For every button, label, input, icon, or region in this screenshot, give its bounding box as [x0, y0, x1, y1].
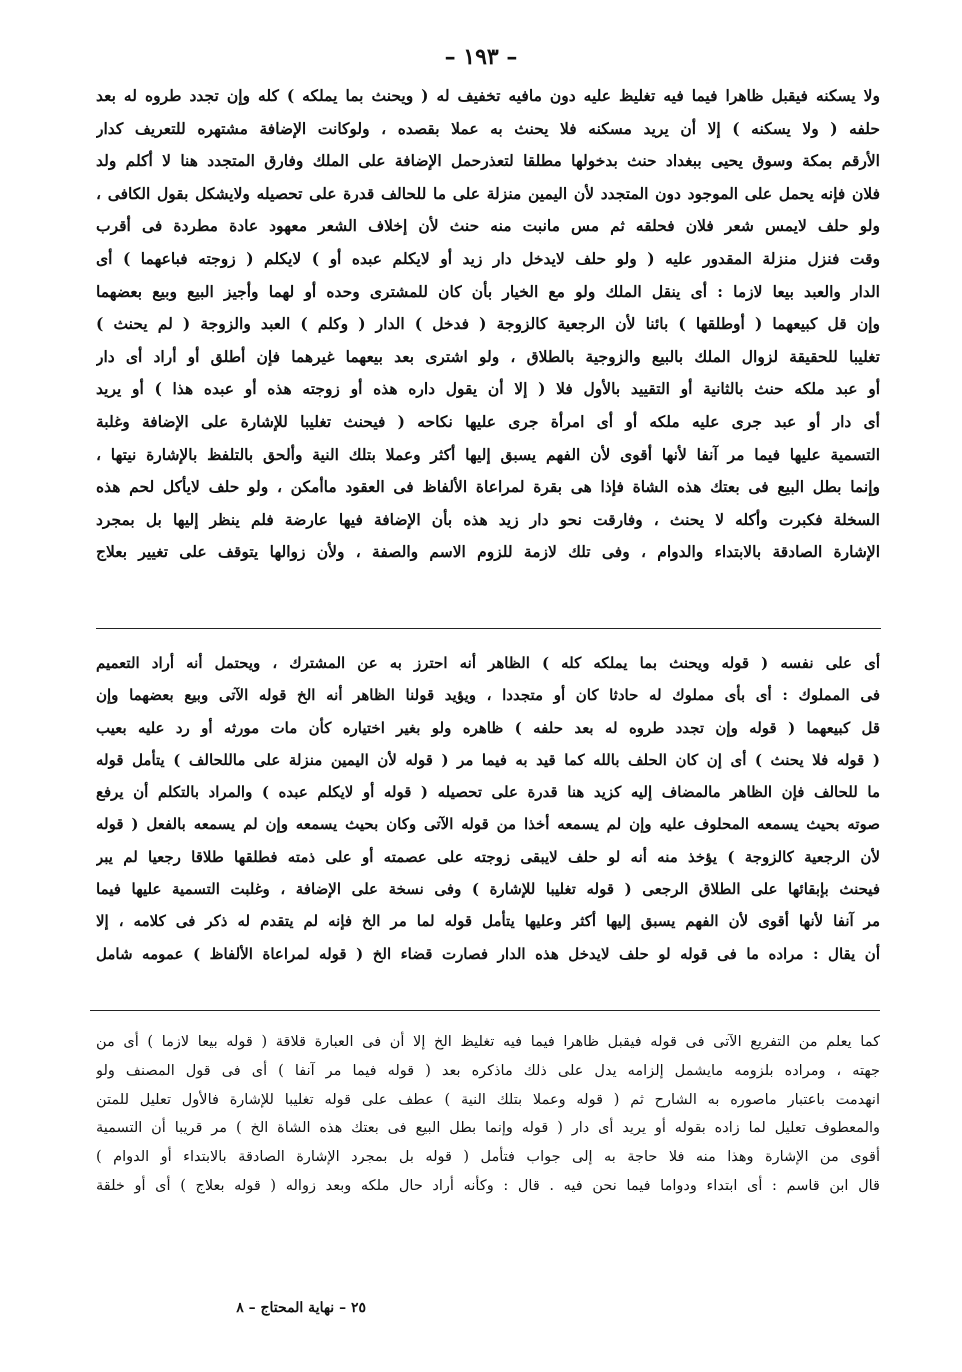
commentary-line: والمعطوف تعليل لما زاده بقوله أو يريد أى دار ( قوله وإنما بطل البيع فى بعتك هذه الشاة الخ ) مر قريبا أن التسمية — [96, 1120, 880, 1137]
commentary-line: فى المملوك : أى بأى مملوك له حادثا كان أو متجددا ، ويؤيد قولنا الظاهر أنه الخ قوله الآتى وبيع بعضهما وإن — [96, 686, 880, 705]
commentary-line: جهته ، ومراده بلزومه مايشمل إلزامه يدل على ذلك ماذكره بعد ( قوله فيما مر آنفا ) أى فى قول المصنف ولو — [96, 1062, 880, 1079]
commentary-line: لأن الرجعية كالزوجة ) يؤخذ منه أنه لو حلف لايبقى زوجته على عصمته أو على ذمته فطلقها طلاقا رجعيا لم يبر — [96, 847, 880, 866]
section-divider — [96, 628, 881, 629]
text-line: تغليبا للحقيقة لزوال الملك بالبيع والزوجية بالطلاق ، ولو اشترى بعد بيعهما غيرهما فإن أطلق أو أراد أى دار — [96, 346, 880, 366]
commentary-line: ما للحالف فإن الظاهر مالمضاف إليه كزيد هنا قدرة على تحصيله ( قوله أو لايكلم عبده ) والمراد بالتكلم أن يرفع — [96, 783, 880, 802]
text-line: الأرقم بمكة وسوق يحيى ببغداد حنث بدخولها مطلقا لتعذرحمل الإضافة على الملك وفارق المتجدد هنا لا أكلم ولد — [96, 151, 880, 171]
commentary-second — [96, 1028, 880, 1201]
commentary-first — [96, 647, 880, 970]
commentary-line: صوته بحيث يسمعه المحلوف عليه وإن لم يسمعه أخذا من قوله الآتى وكان بحيث يسمعه وإن لم يسمعه بالفعل ( قوله — [96, 815, 880, 834]
text-line: أى دار أو عبد جرى عليه ملكه أو أى امرأة جرى عليها نكاحه ( فيحنث تغليبا للإشارة على الإضافة وغلبة — [96, 411, 880, 431]
text-line: وقت فنزل منزلة المقدور عليه ( ولو حلف لايدخل دار زيد أو لايكلم عبده أو ) لايكلم ( زوجته فباعهما ) أى — [96, 248, 880, 268]
commentary-line: ( قوله فلا يحنث ) أى إن كان الحلف بالله كما قيد به فيما مر ( قوله لأن اليمين منزلة على ماللحالف ) يتأمل قوله — [96, 750, 880, 769]
text-line: الإشارة الصادقة بالابتداء والدوام ، وفى تلك لازمة للزوم الاسم والصفة ، ولأن زوالها يتوقف على تغيير بعلاج — [96, 542, 880, 562]
commentary-line: أقوى من الإشارة وهذا منه فلا حاجة به إلى جواب فتأمل ( قوله بل بمجرد الإشارة الصادقة بالابتداء أو الدوام ) — [96, 1149, 880, 1166]
commentary-line: فيحنث بإبقائها على الطلاق الرجعى ( قوله تغليبا للإشارة ) وفى نسخة على الإضافة ، وغلبت التسمية عليها فيما — [96, 880, 880, 899]
signature-footer: ٢٥ – نهاية المحتاج – ٨ — [236, 1300, 366, 1316]
page-number: – ١٩٣ – — [444, 44, 518, 70]
text-line: ولو حلف لايمس شعر فلان فحلقه ثم مس مانبت منه حنث لأن إخلاف الشعر معهود عادة مطردة فى أقرب — [96, 216, 880, 236]
commentary-line: أن يقال : مراده ما فى قوله لو حلف لايدخل هذه الدار فصارت قضاء الخ ( قوله لمراعاة الألفاظ ) عمومه شامل — [96, 944, 880, 963]
commentary-line: انهدمت باعتبار ماصوره به الشارح ثم ( قوله وعملا بتلك النية ) عطف على قوله تغليبا للإشارة فالأول تعليل للمتن — [96, 1091, 880, 1108]
text-line: أو عبد ملكه حنث بالثانية أو التقييد بالأول فلا ( إلا أن يقول داره هذه أو زوجته هذه أو عبده هذا ) أو يريد — [96, 379, 880, 399]
commentary-line: قل كبيعهما ( قوله وإن تجدد طروه له بعد حلفه ) ظاهره ولو بغير اختياره كأن مات مورثه أو رد عليه بعيب — [96, 718, 880, 737]
text-line: ولا يسكنه فيقبل ظاهرا فيما فيه تغليظ عليه دون مافيه تخفيف له ( ويحنث بما يملكه ) كله وإن تجدد طروه له بعد — [96, 86, 880, 105]
commentary-line: أى على نفسه ( قوله ويحنث بما يملكه كله ) الظاهر أنه احترز به عن المشترك ، ويحتمل أنه أراد التعميم — [96, 654, 880, 672]
text-line: فلان فإنه يحمل على الموجود دون المتجدد لأن اليمين منزلة على ما للحالف قدرة على تحصيله ولايشكل بقول الكافى ، — [96, 183, 880, 203]
commentary-line: كما يعلم من التفريع الآتى فى قوله فيقبل ظاهرا فيما فيه تغليظ الخ إلا أن فى العبارة قلاقة ( قوله بيعا لازما ) أى من — [96, 1034, 880, 1050]
text-line: حلفه ( ولا يسكنه ) إلا أن يريد مسكنه فلا يحنث به عملا بقصده ، ولوكانت الإضافة مشتهره للتعريف كدار — [96, 118, 880, 138]
section-divider — [90, 1010, 880, 1011]
main-text — [96, 80, 880, 569]
text-line: الدار والعبد بيعا لازما : أى ينقل الملك ولو مع الخيار بأن كان للمشترى وحده أو لهما وأجيز البيع وبيع بعضهما — [96, 281, 880, 301]
text-line: السخلة فكبرت وأكله لا يحنث ، وفارقت نحو دار زيد هذه بأن الإضافة فيها عارضة فلم ينظر إليها بل بمجرد — [96, 509, 880, 529]
commentary-line: قال ابن قاسم : أى ابتداء ودواما فيما نحن فيه . قال : وكأنه أراد حال ملكه وبعد زواله ( قوله بعلاج ) أى أو خلقة — [96, 1177, 880, 1194]
text-line: وإن قل كبيعهما ( أوطلقها ) بائنا لأن الرجعية كالزوجة ( فدخل ) الدار ( وكلم ) العبد والزوجة ( لم يحنث ) — [96, 314, 880, 334]
text-line: التسمية عليها فيما مر آنفا لأنها أقوى لأن الفهم يسبق إليها أكثر وعملا بتلك النية وألحق بالتلفظ بالإشارة نيتها ، — [96, 444, 880, 464]
commentary-line: مر آنفا لأنها أقوى لأن الفهم يسبق إليها أكثر وعليها يتأمل قوله لما مر الخ فإنه لم يتقدم له ذكر فى كلامه ، إلا — [96, 912, 880, 931]
text-line: وإنما بطل البيع فى بعتك هذه الشاة فإذا هى بقرة لمراعاة الألفاظ فى العقود ماأمكن ، ولو حلف لايأكل لحم هذه — [96, 477, 880, 497]
